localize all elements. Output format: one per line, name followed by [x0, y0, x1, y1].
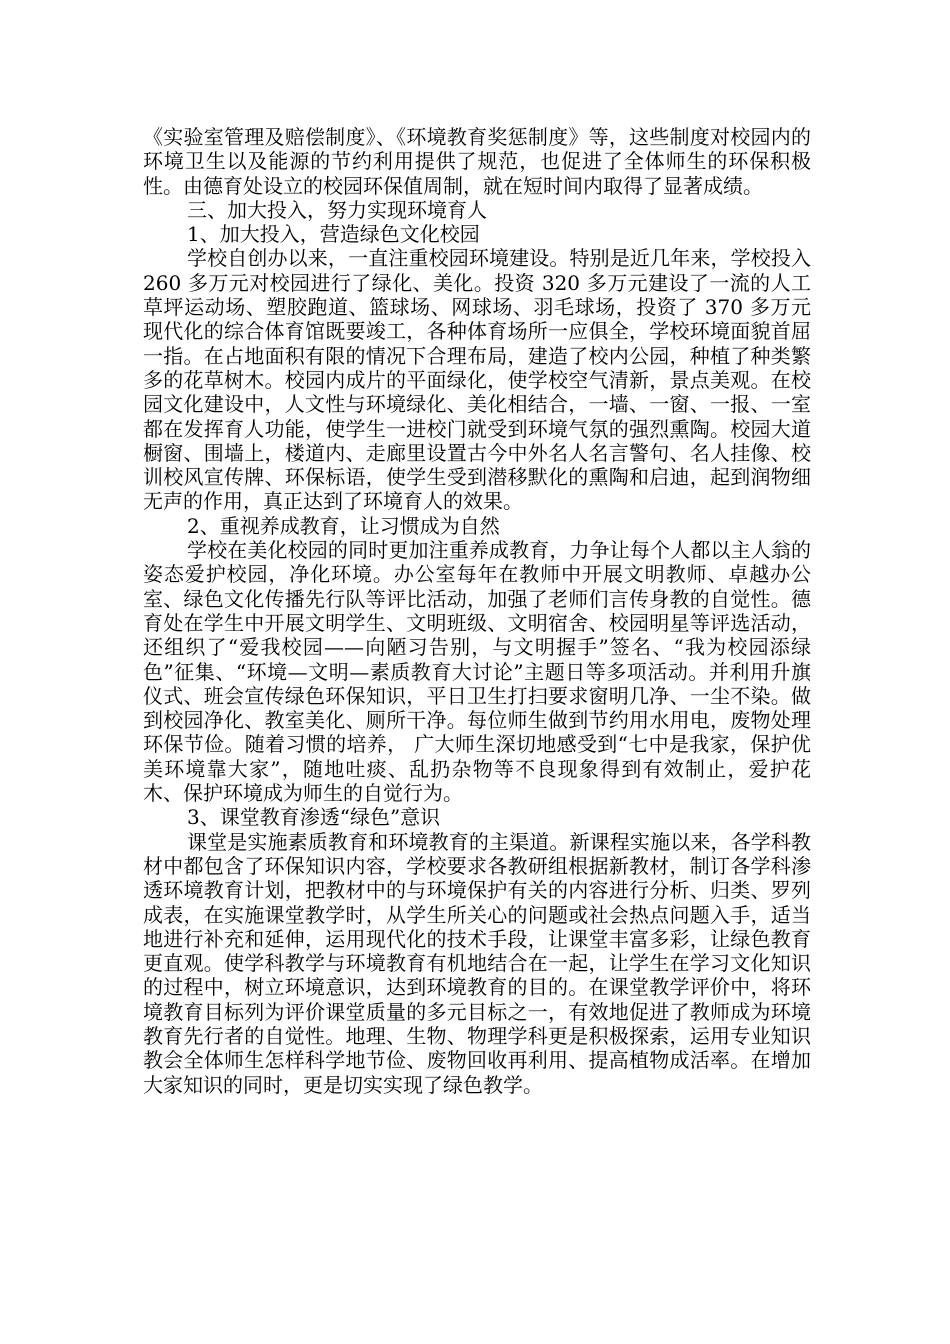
section-heading-3: 三、加大投入，努力实现环境育人	[187, 197, 487, 222]
paragraph-classroom-education: 课堂是实施素质教育和环境教育的主渠道。新课程实施以来，各学科教材中都包含了环保知识内容，学校要求各教研组根据新教材，制订各学科渗透环境教育计划，把教材中的与环境保护有关的内容进行分析、归类、罗列成表，在实施课堂教学时，从学生所关心的问题或社会热点问题入手，适当地进行补充和延伸，运用现代化的技术手段，让课堂丰富多彩，让绿色教育更直观。使学科教学与环境教育有机地结合在一起，让学生在学习文化知识的过程中，树立环境意识，达到环境教育的目的。在课堂教学评价中，将环境教育目标列为评价课堂质量的多元目标之一，有效地促进了教师成为环境教育先行者的自觉性。地理、生物、物理学科更是积极探索，运用专业知识教会全体师生怎样科学地节俭、废物回收再利用、提高植物成活率。在增加大家知识的同时，更是切实实现了绿色教学。	[143, 829, 811, 1097]
subheading-3-2: 2、重视养成教育，让习惯成为自然	[187, 513, 500, 538]
subheading-3-1: 1、加大投入，营造绿色文化校园	[187, 222, 480, 247]
paragraph-green-campus: 学校自创办以来，一直注重校园环境建设。特别是近几年来，学校投入 260 多万元对校园进行了绿化、美化。投资 320 多万元建设了一流的人工草坪运动场、塑胶跑道、篮球场、网球场、羽毛球场，投资了 370 多万元现代化的综合体育馆既要竣工，各种体育场所一应俱全，学校环境面貌首屈一指。在占地面积有限的情况下合理布局，建造了校内公园，种植了种类繁多的花草树木。校园内成片的平面绿化，使学校空气清新，景点美观。在校园文化建设中，人文性与环境绿化、美化相结合，一墙、一窗、一报、一室都在发挥育人功能，使学生一进校门就受到环境气氛的强烈熏陶。校园大道橱窗、围墙上，楼道内、走廊里设置古今中外名人名言警句、名人挂像、校训校风宣传牌、环保标语，使学生受到潜移默化的熏陶和启迪，起到润物细无声的作用，真正达到了环境育人的效果。	[143, 246, 811, 514]
paragraph-habit-education: 学校在美化校园的同时更加注重养成教育，力争让每个人都以主人翁的姿态爱护校园，净化环境。办公室每年在教师中开展文明教师、卓越办公室、绿色文化传播先行队等评比活动，加强了老师们言传身教的自觉性。德育处在学生中开展文明学生、文明班级、文明宿舍、校园明星等评选活动，还组织了“爱我校园——向陋习告别，与文明握手”签名、“我为校园添绿色”征集、“环境—文明—素质教育大讨论”主题日等多项活动。并利用升旗仪式、班会宣传绿色环保知识，平日卫生打扫要求窗明几净、一尘不染。做到校园净化、教室美化、厕所干净。每位师生做到节约用水用电，废物处理环保节俭。随着习惯的培养， 广大师生深切地感受到“七中是我家，保护优美环境靠大家”，随地吐痰、乱扔杂物等不良现象得到有效制止，爱护花木、保护环境成为师生的自觉行为。	[143, 538, 811, 806]
document-body	[143, 125, 811, 1097]
subheading-3-3: 3、课堂教育渗透“绿色”意识	[187, 805, 441, 830]
paragraph-continuation: 《实验室管理及赔偿制度》、《环境教育奖惩制度》等，这些制度对校园内的环境卫生以及能源的节约利用提供了规范，也促进了全体师生的环保积极性。由德育处设立的校园环保值周制，就在短时间内取得了显著成绩。	[143, 125, 811, 198]
